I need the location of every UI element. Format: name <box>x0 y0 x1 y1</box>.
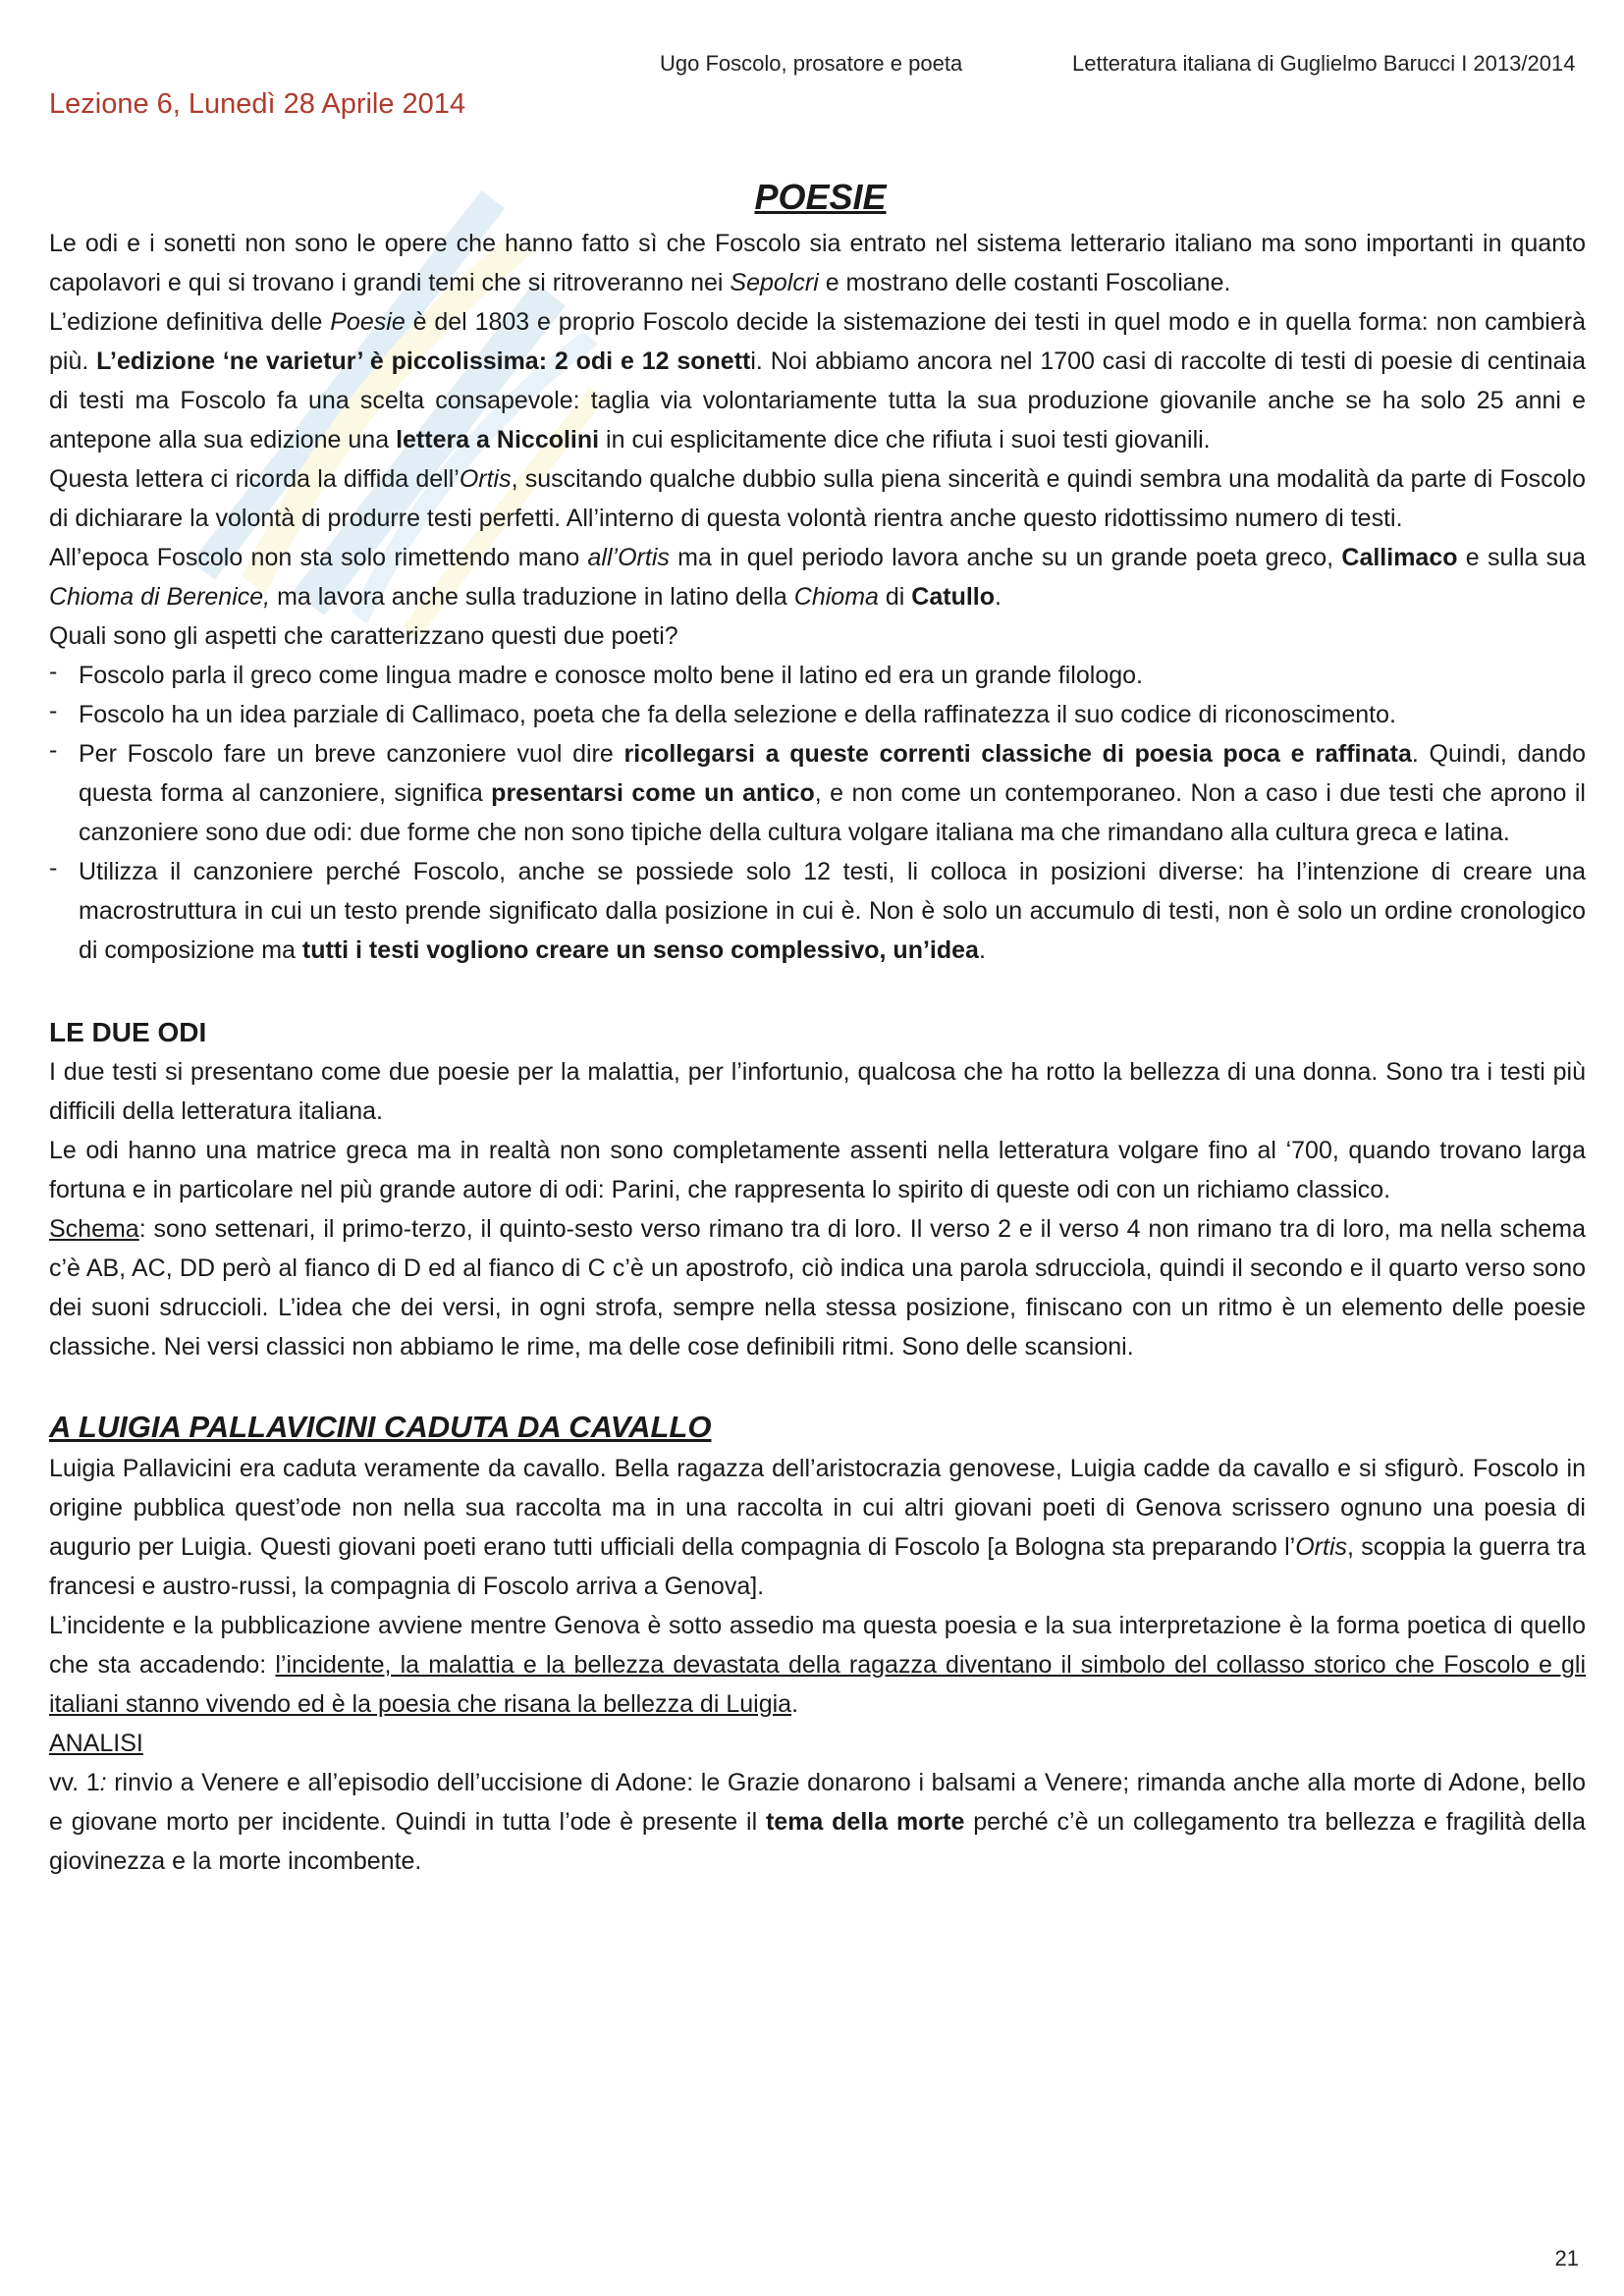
paragraph: Questa lettera ci ricorda la diffida dell’Ortis, suscitando qualche dubbio sulla piena sincerità e quindi sembra una modalità da parte di Foscolo di dichiarare la volontà di produrre testi perfetti. All’interno di questa volontà rientra anche questo ridottissimo numero di testi. <box>49 465 1586 532</box>
dash-bullet: - <box>49 736 58 764</box>
paragraph: Schema: sono settenari, il primo-terzo, il quinto-sesto verso rimano tra di loro. Il verso 2 e il verso 4 non rimano tra di loro, ma nella schema c’è AB, AC, DD però al fianco di D ed al fianco di C c’è un apostrofo, ciò indica una parola sdrucciola, quindi il secondo e il quarto verso sono dei suoni sdruccioli. L’idea che dei versi, in ogni strofa, sempre nella stessa posizione, finiscano con un ritmo è un elemento delle poesie classiche. Nei versi classici non abbiamo le rime, ma delle cose definibili ritmi. Sono delle scansioni. <box>49 1215 1586 1361</box>
lesson-heading: Lezione 6, Lunedì 28 Aprile 2014 <box>49 88 466 120</box>
paragraph: vv. 1: rinvio a Venere e all’episodio dell’uccisione di Adone: le Grazie donarono i balsami a Venere; rimanda anche alla morte di Adone, bello e giovane morto per incidente. Quindi in tutta l’ode è presente il tema della morte perché c’è un collegamento tra bellezza e fragilità della giovinezza e la morte incombente. <box>49 1769 1587 1875</box>
page-body <box>49 173 1586 1881</box>
header-document-title: Ugo Foscolo, prosatore e poeta <box>660 51 963 76</box>
section-title-luigia: A LUIGIA PALLAVICINI CADUTA DA CAVALLO <box>49 1410 712 1444</box>
dash-bullet: - <box>49 658 58 685</box>
list-item: - Foscolo parla il greco come lingua madre e conosce molto bene il latino ed era un grande filologo. <box>49 656 1586 695</box>
paragraph: Le odi e i sonetti non sono le opere che hanno fatto sì che Foscolo sia entrato nel sistema letterario italiano ma sono importanti in quanto capolavori e qui si trovano i grandi temi che si ritroveranno nei Sepolcri e mostrano delle costanti Foscoliane. <box>49 230 1586 296</box>
dash-bullet: - <box>49 854 58 881</box>
paragraph: L’edizione definitiva delle Poesie è del 1803 e proprio Foscolo decide la sistemazione dei testi in quel modo e in quella forma: non cambierà più. L’edizione ‘ne varietur’ è piccolissima: 2 odi e 12 sonetti. Noi abbiamo ancora nel 1700 casi di raccolte di testi di poesie di centinaia di testi ma Foscolo fa una scelta consapevole: taglia via volontariamente tutta la sua produzione giovanile anche se ha solo 25 anni e antepone alla sua edizione una lettera a Niccolini in cui esplicitamente dice che rifiuta i suoi testi giovanili. <box>49 308 1586 454</box>
list-item: - Utilizza il canzoniere perché Foscolo, anche se possiede solo 12 testi, li colloca in posizioni diverse: ha l’intenzione di creare una macrostruttura in cui un testo prende significato dalla posizione in cui è. Non è solo un accumulo di testi, non è solo un ordine cronologico di composizione ma tutti i testi vogliono creare un senso complessivo, un’idea. <box>49 852 1586 970</box>
paragraph: I due testi si presentano come due poesie per la malattia, per l’infortunio, qualcosa che ha rotto la bellezza di una donna. Sono tra i testi più difficili della letteratura italiana. <box>49 1058 1586 1125</box>
paragraph: Le odi hanno una matrice greca ma in realtà non sono completamente assenti nella letteratura volgare fino al ‘700, quando trovano larga fortuna e in particolare nel più grande autore di odi: Parini, che rappresenta lo spirito di queste odi con un richiamo classico. <box>49 1137 1586 1203</box>
paragraph: Luigia Pallavicini era caduta veramente da cavallo. Bella ragazza dell’aristocrazia genovese, Luigia cadde da cavallo e si sfigurò. Foscolo in origine pubblica quest’ode non nella sua raccolta ma in una raccolta in cui altri giovani poeti di Genova scrissero ognuno una poesia di augurio per Luigia. Questi giovani poeti erano tutti ufficiali della compagnia di Foscolo [a Bologna sta preparando l’Ortis, scoppia la guerra tra francesi e austro-russi, la compagnia di Foscolo arriva a Genova]. <box>49 1455 1586 1600</box>
analisi-label: ANALISI <box>49 1730 143 1757</box>
paragraph: L’incidente e la pubblicazione avviene mentre Genova è sotto assedio ma questa poesia e la sua interpretazione è la forma poetica di quello che sta accadendo: l’incidente, la malattia e la bellezza devastata della ragazza diventano il simbolo del collasso storico che Foscolo e gli italiani stanno vivendo ed è la poesia che risana la bellezza di Luigia. <box>49 1612 1586 1718</box>
section-title-poesie: POESIE <box>754 177 887 217</box>
header-course-info: Letteratura italiana di Guglielmo Barucci I 2013/2014 <box>1072 51 1576 76</box>
list-item: - Foscolo ha un idea parziale di Callimaco, poeta che fa della selezione e della raffinatezza il suo codice di riconoscimento. <box>49 695 1586 734</box>
section-title-odi: LE DUE ODI <box>49 1017 207 1047</box>
paragraph: All’epoca Foscolo non sta solo rimettendo mano all’Ortis ma in quel periodo lavora anche su un grande poeta greco, Callimaco e sulla sua Chioma di Berenice, ma lavora anche sulla traduzione in latino della Chioma di Catullo. <box>49 544 1586 611</box>
paragraph: Quali sono gli aspetti che caratterizzano questi due poeti? <box>49 622 678 650</box>
page-number: 21 <box>1554 2246 1579 2270</box>
dash-bullet: - <box>49 697 58 724</box>
list-item: - Per Foscolo fare un breve canzoniere vuol dire ricollegarsi a queste correnti classiche di poesia poca e raffinata. Quindi, dando questa forma al canzoniere, significa presentarsi come un antico, e non come un contemporaneo. Non a caso i due testi che aprono il canzoniere sono due odi: due forme che non sono tipiche della cultura volgare italiana ma che rimandano alla cultura greca e latina. <box>49 734 1586 852</box>
bullet-list <box>49 656 1586 970</box>
